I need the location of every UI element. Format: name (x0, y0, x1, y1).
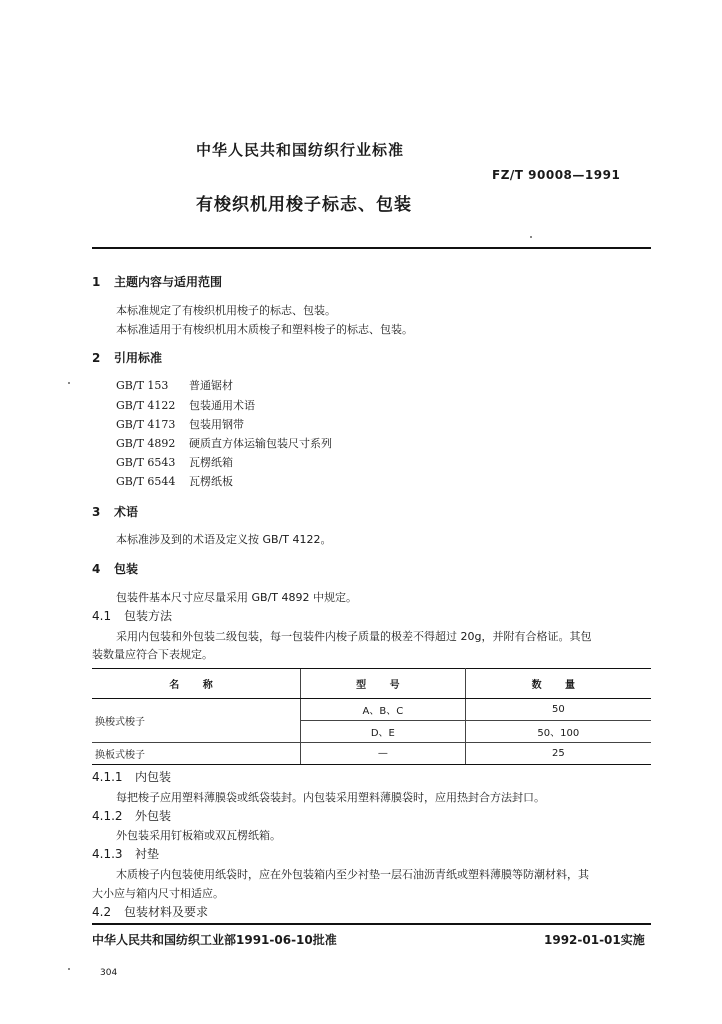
column-header-name: 名 称 (92, 669, 301, 699)
reference-name: 硬质直方体运输包装尺寸系列 (189, 437, 332, 450)
section-2-heading (92, 349, 162, 366)
page-number: 304 (100, 968, 118, 978)
table-header-row (92, 669, 651, 699)
scan-speck (68, 382, 70, 384)
subsection-number: 4.1.2 (92, 809, 123, 823)
effective-date: 1992-01-01实施 (544, 933, 645, 947)
reference-name: 包装用钢带 (189, 418, 244, 431)
cell-type: A、B、C (301, 699, 466, 721)
subsection-title: 包装方法 (124, 609, 173, 623)
reference-name: 瓦楞纸板 (189, 475, 233, 488)
table-row (92, 699, 651, 721)
reference-name: 普通锯材 (189, 379, 233, 392)
reference-code: GB/T 6543 (116, 456, 176, 469)
paragraph: 每把梭子应用塑料薄膜袋或纸袋装封。内包装采用塑料薄膜袋时，应用热封合方法封口。 (116, 791, 545, 804)
paragraph: 本标准适用于有梭织机用木质梭子和塑料梭子的标志、包装。 (116, 323, 413, 336)
reference-item (116, 397, 255, 413)
reference-item (116, 473, 233, 489)
paragraph: 木质梭子内包装使用纸袋时，应在外包装箱内至少衬垫一层石油沥青纸或塑料薄膜等防潮材料，其 (116, 868, 589, 881)
subsection-4-1-2-heading (92, 807, 171, 824)
reference-name: 包装通用术语 (189, 399, 255, 412)
subsection-title: 衬垫 (135, 847, 160, 861)
subsection-title: 包装材料及要求 (124, 905, 209, 919)
section-3-heading (92, 503, 138, 520)
subsection-4-1-heading (92, 607, 172, 624)
subsection-4-1-1-heading (92, 768, 171, 785)
subsection-title: 外包装 (135, 809, 172, 823)
paragraph: 外包装采用钉板箱或双瓦楞纸箱。 (116, 829, 281, 842)
reference-code: GB/T 153 (116, 379, 169, 392)
cell-type: — (301, 743, 466, 765)
paragraph: 装数量应符合下表规定。 (92, 648, 213, 661)
section-title: 术语 (114, 505, 139, 519)
packing-quantity-table (92, 668, 651, 765)
scan-speck (530, 236, 532, 238)
subsection-number: 4.1 (92, 609, 112, 623)
subsection-number: 4.1.1 (92, 770, 123, 784)
footer-rule (92, 923, 651, 925)
section-title: 包装 (114, 562, 139, 576)
reference-item (116, 454, 233, 470)
cell-name: 换板式梭子 (92, 743, 301, 765)
section-title: 主题内容与适用范围 (114, 275, 223, 289)
reference-item (116, 416, 244, 432)
column-header-quantity: 数 量 (465, 669, 651, 699)
cell-type: D、E (301, 721, 466, 743)
reference-code: GB/T 4173 (116, 418, 176, 431)
reference-item (116, 435, 332, 451)
cell-quantity: 50、100 (465, 721, 651, 743)
paragraph: 包装件基本尺寸应尽量采用 GB/T 4892 中规定。 (116, 591, 357, 604)
table-row (92, 743, 651, 765)
reference-item (116, 377, 233, 393)
standard-code: FZ/T 90008—1991 (492, 168, 621, 182)
section-4-heading (92, 560, 138, 577)
section-1-heading (92, 273, 222, 290)
reference-code: GB/T 6544 (116, 475, 176, 488)
section-number: 2 (92, 351, 101, 365)
subsection-number: 4.2 (92, 905, 112, 919)
section-number: 3 (92, 505, 101, 519)
section-number: 4 (92, 562, 101, 576)
paragraph: 采用内包装和外包装二级包装，每一包装件内梭子质量的极差不得超过 20g，并附有合格证。其包 (116, 630, 592, 643)
cell-quantity: 25 (465, 743, 651, 765)
subsection-4-1-3-heading (92, 845, 159, 862)
section-number: 1 (92, 275, 101, 289)
paragraph: 本标准涉及到的术语及定义按 GB/T 4122。 (116, 533, 332, 546)
cell-quantity: 50 (465, 699, 651, 721)
reference-code: GB/T 4122 (116, 399, 176, 412)
subsection-4-2-heading (92, 903, 208, 920)
header-rule (92, 247, 651, 249)
reference-name: 瓦楞纸箱 (189, 456, 233, 469)
approval-line: 中华人民共和国纺织工业部1991-06-10批准 (92, 933, 337, 947)
reference-code: GB/T 4892 (116, 437, 176, 450)
column-header-type: 型 号 (301, 669, 466, 699)
section-title: 引用标准 (114, 351, 163, 365)
document-issuer: 中华人民共和国纺织行业标准 (196, 141, 405, 159)
paragraph: 本标准规定了有梭织机用梭子的标志、包装。 (116, 304, 336, 317)
subsection-number: 4.1.3 (92, 847, 123, 861)
paragraph: 大小应与箱内尺寸相适应。 (92, 887, 224, 900)
subsection-title: 内包装 (135, 770, 172, 784)
scan-speck (68, 968, 70, 970)
document-title: 有梭织机用梭子标志、包装 (196, 195, 412, 215)
cell-name: 换梭式梭子 (92, 699, 301, 743)
